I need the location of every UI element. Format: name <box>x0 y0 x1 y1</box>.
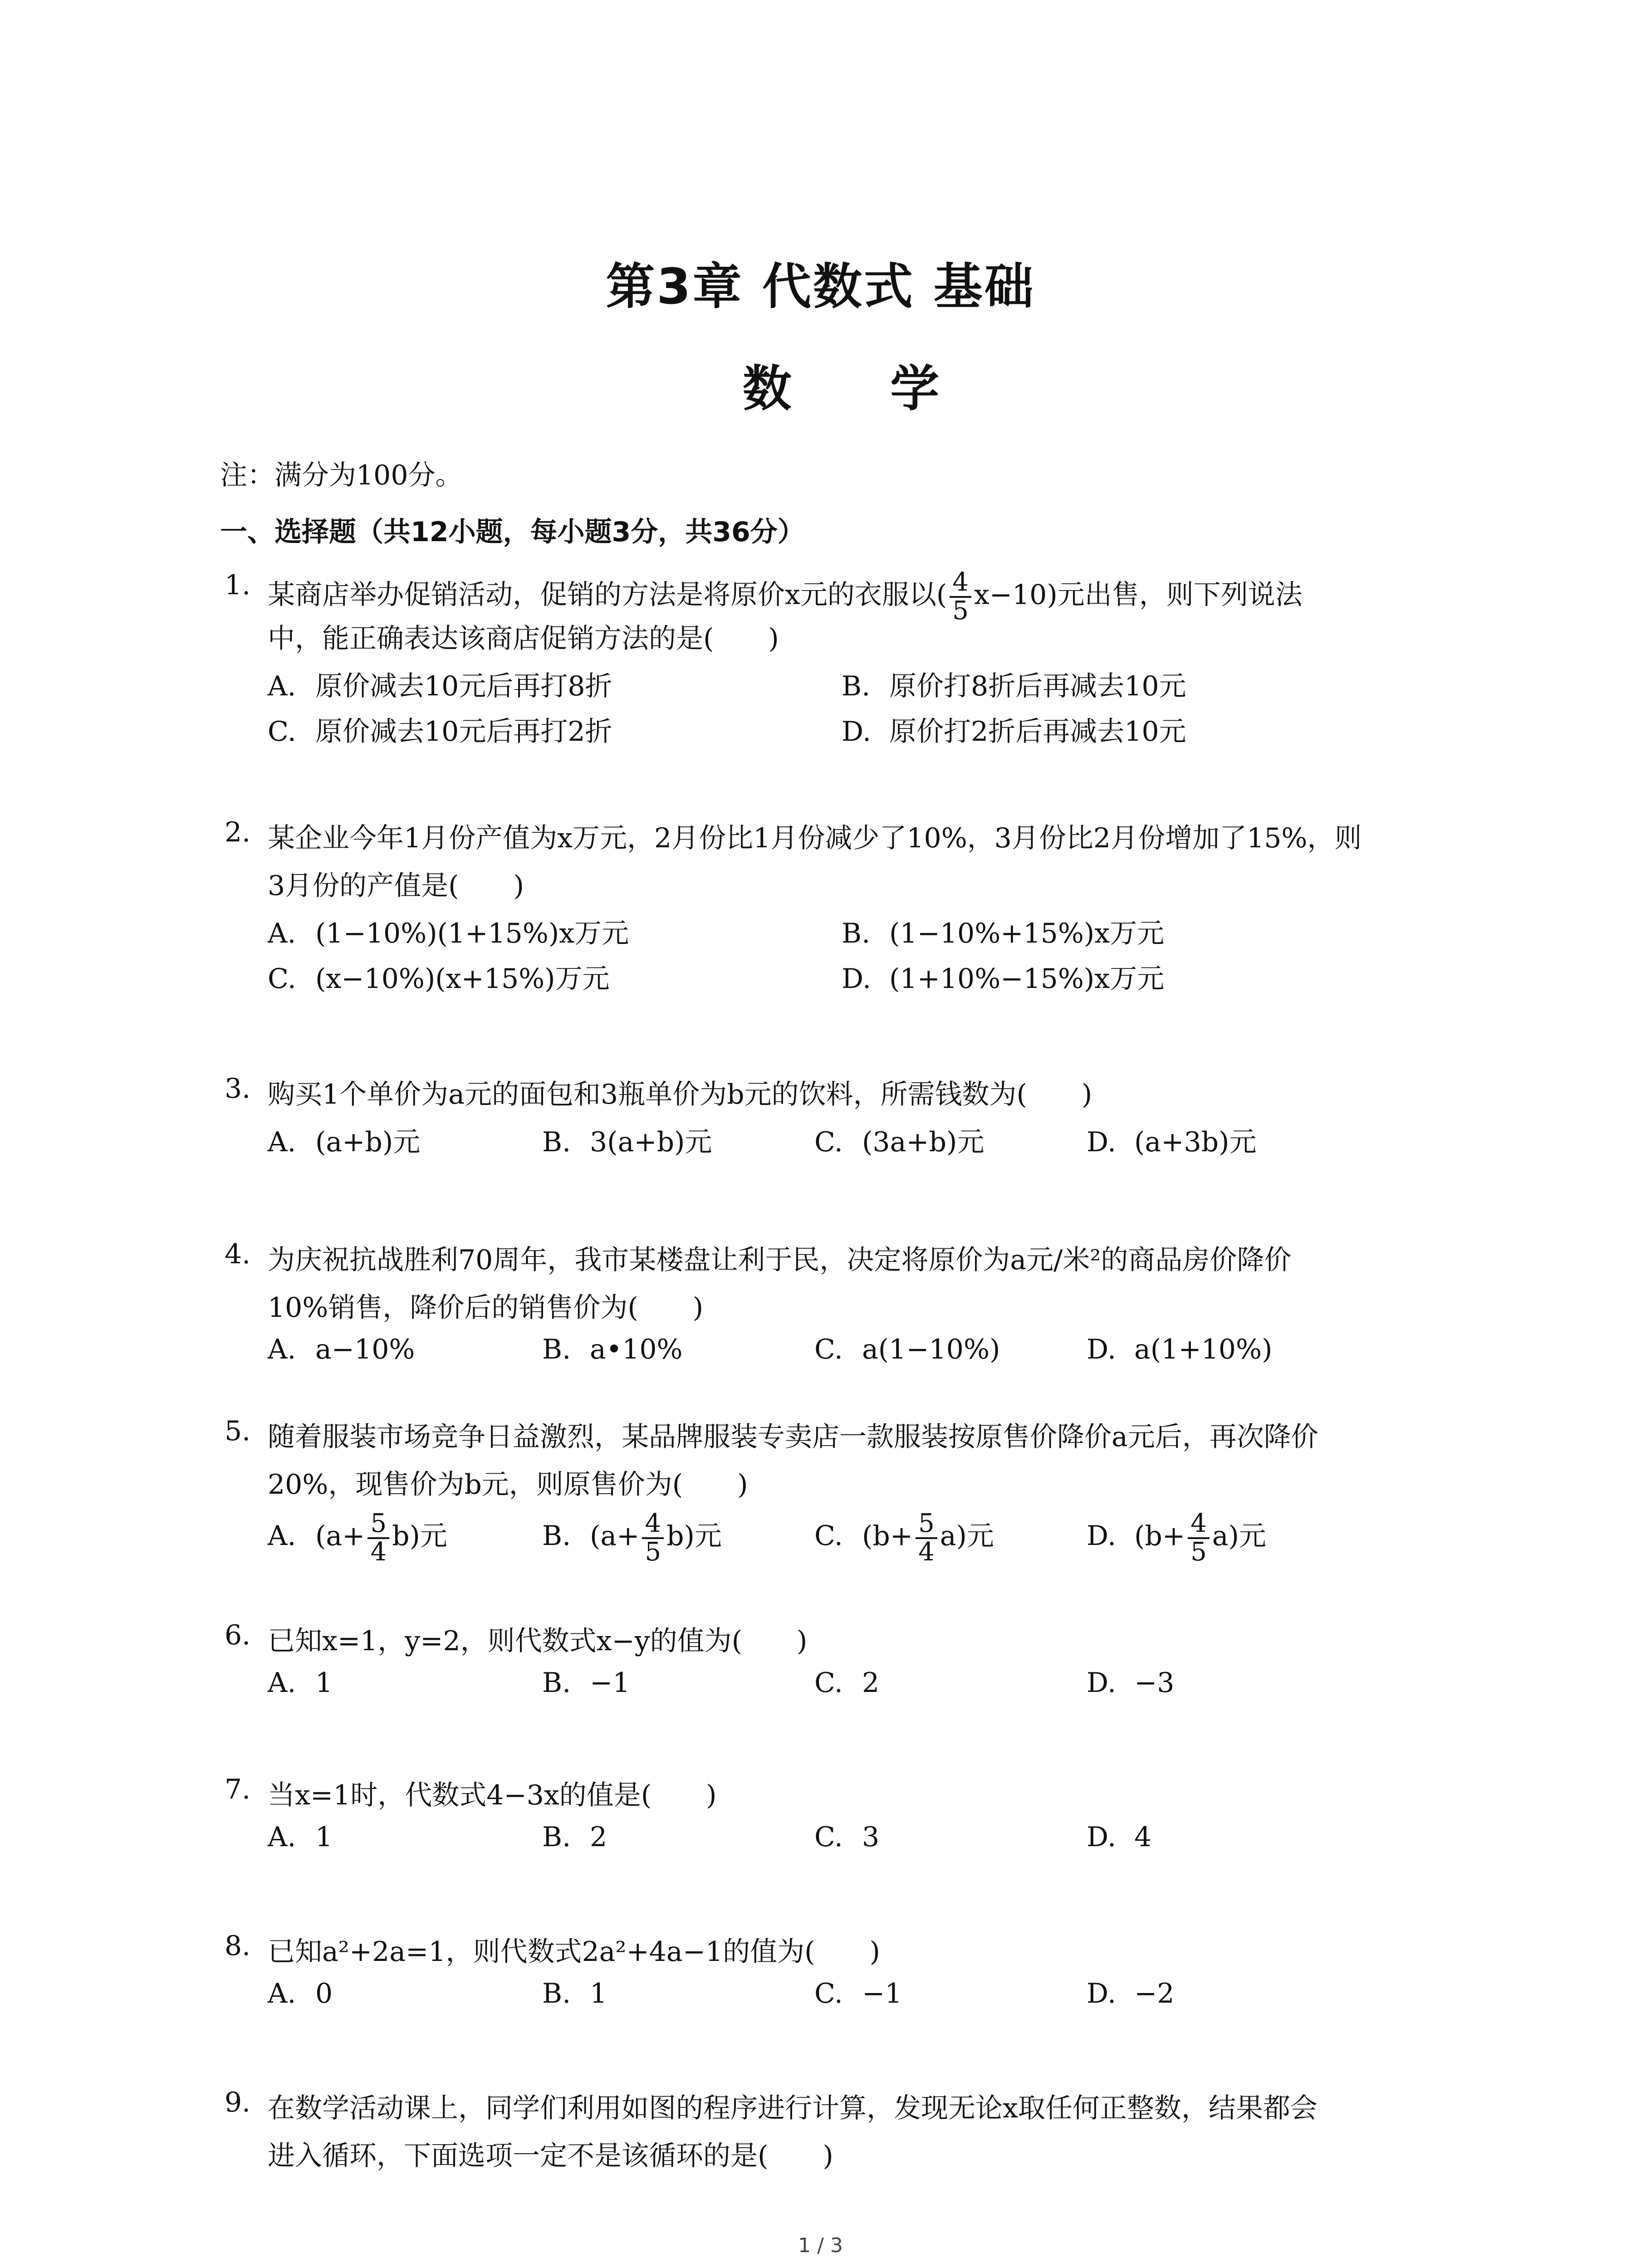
option-text: 4 <box>1134 1821 1152 1853</box>
option-label: A. <box>268 1667 296 1699</box>
option-label: C. <box>814 1126 843 1158</box>
question-stem-line <box>268 569 1303 625</box>
option-label: D. <box>1087 1821 1117 1853</box>
option-text-post: a)元 <box>940 1520 994 1552</box>
answer-option[interactable] <box>268 710 612 749</box>
page-number: 1 / 3 <box>798 2234 843 2257</box>
question-number: 7. <box>225 1774 251 1805</box>
question-stem-line <box>268 1238 1291 1277</box>
answer-option[interactable] <box>542 1821 607 1853</box>
answer-option[interactable] <box>268 1667 333 1699</box>
option-label: A. <box>268 1126 296 1158</box>
question-stem-text: 10%销售，降价后的销售价为( ) <box>268 1292 704 1324</box>
answer-option[interactable] <box>814 1978 902 2009</box>
option-label: D. <box>842 963 872 995</box>
option-text-post: b)元 <box>666 1520 722 1552</box>
option-text: 1 <box>590 1978 607 2009</box>
question-stem-text: 在数学活动课上，同学们利用如图的程序进行计算，发现无论x取任何正整数，结果都会 <box>268 2092 1318 2124</box>
question-stem-text: 已知x=1，y=2，则代数式x−y的值为( ) <box>268 1625 808 1657</box>
answer-option[interactable] <box>814 1334 1000 1365</box>
fraction <box>642 1510 664 1566</box>
option-label: B. <box>542 1667 571 1699</box>
answer-option[interactable] <box>814 1821 879 1853</box>
question-stem-line <box>268 816 1362 855</box>
option-text: (b+ <box>1134 1520 1185 1552</box>
answer-option[interactable] <box>842 665 1186 704</box>
question-stem-line <box>268 1073 1092 1112</box>
question-stem-line <box>268 1286 703 1325</box>
option-text: 原价减去10元后再打2折 <box>315 716 612 748</box>
option-text: (a+ <box>315 1520 365 1552</box>
fraction-denominator: 4 <box>370 1537 387 1567</box>
fraction <box>916 1510 937 1566</box>
option-label: D. <box>1087 1520 1117 1552</box>
question-stem-text: 某企业今年1月份产值为x万元，2月份比1月份减少了10%，3月份比2月份增加了15%，则 <box>268 822 1362 854</box>
question-stem-line <box>268 2134 833 2173</box>
option-label: D. <box>1087 1978 1117 2009</box>
option-label: B. <box>542 1126 571 1158</box>
page-title: 第3章 代数式 基础 <box>606 259 1035 315</box>
answer-option[interactable] <box>542 1510 722 1566</box>
option-text: 1 <box>315 1821 333 1853</box>
option-text: (1−10%+15%)x万元 <box>889 918 1165 949</box>
option-label: A. <box>268 1978 296 2009</box>
option-text: 原价打8折后再减去10元 <box>889 670 1186 702</box>
answer-option[interactable] <box>268 1821 333 1853</box>
score-note: 注：满分为100分。 <box>220 459 463 491</box>
answer-option[interactable] <box>842 957 1164 996</box>
option-text: a•10% <box>590 1334 683 1365</box>
option-text-post: a)元 <box>1212 1520 1266 1552</box>
answer-option[interactable] <box>542 1120 712 1159</box>
question-stem-line <box>268 1463 748 1502</box>
answer-option[interactable] <box>842 912 1164 951</box>
answer-option[interactable] <box>542 1667 630 1699</box>
option-label: A. <box>268 918 296 949</box>
option-label: D. <box>842 716 872 748</box>
answer-option[interactable] <box>1087 1978 1174 2009</box>
option-label: C. <box>814 1334 843 1365</box>
question-stem-text: 已知a²+2a=1，则代数式2a²+4a−1的值为( ) <box>268 1936 880 1968</box>
option-label: C. <box>268 716 296 748</box>
question-stem-line <box>268 864 524 903</box>
fraction-numerator: 5 <box>916 1510 937 1539</box>
answer-option[interactable] <box>814 1667 879 1699</box>
option-text: (a+b)元 <box>315 1126 421 1158</box>
question-stem-line <box>268 2087 1318 2126</box>
option-label: C. <box>268 963 296 995</box>
fraction-numerator: 5 <box>367 1510 389 1539</box>
option-label: A. <box>268 1334 296 1365</box>
option-text: 0 <box>315 1978 333 2009</box>
answer-option[interactable] <box>268 1334 415 1365</box>
option-label: B. <box>542 1334 571 1365</box>
page-subtitle: 数 学 <box>742 361 980 417</box>
fraction <box>367 1510 389 1566</box>
answer-option[interactable] <box>268 957 610 996</box>
option-text: −2 <box>1134 1978 1175 2009</box>
question-stem-text: 随着服装市场竞争日益激烈，某品牌服装专卖店一款服装按原售价降价a元后，再次降价 <box>268 1421 1318 1453</box>
option-label: C. <box>814 1520 843 1552</box>
option-text: 3 <box>862 1821 880 1853</box>
question-number: 2. <box>225 816 251 848</box>
option-text: (b+ <box>862 1520 913 1552</box>
fraction-denominator: 5 <box>1190 1537 1207 1567</box>
option-text: (a+ <box>590 1520 640 1552</box>
option-text: 2 <box>862 1667 880 1699</box>
option-text: −3 <box>1134 1667 1175 1699</box>
option-label: A. <box>268 1520 296 1552</box>
option-label: C. <box>814 1978 843 2009</box>
fraction <box>1188 1510 1210 1566</box>
answer-option[interactable] <box>1087 1821 1151 1853</box>
option-label: A. <box>268 1821 296 1853</box>
question-number: 3. <box>225 1073 251 1105</box>
question-number: 6. <box>225 1619 251 1651</box>
question-number: 4. <box>225 1238 251 1270</box>
option-label: A. <box>268 670 296 702</box>
question-stem-text: 购买1个单价为a元的面包和3瓶单价为b元的饮料，所需钱数为( ) <box>268 1079 1092 1110</box>
question-number: 9. <box>225 2087 251 2118</box>
option-text: a(1−10%) <box>862 1334 1000 1365</box>
question-stem-line <box>268 1774 717 1813</box>
question-stem-text: 20%，现售价为b元，则原售价为( ) <box>268 1469 748 1501</box>
fraction-numerator: 4 <box>950 569 971 598</box>
option-text: (3a+b)元 <box>862 1126 985 1158</box>
question-stem-text-post: x−10)元出售，则下列说法 <box>974 579 1303 611</box>
answer-option[interactable] <box>268 1510 447 1566</box>
option-text: 原价打2折后再减去10元 <box>889 716 1186 748</box>
question-stem-line <box>268 1930 880 1969</box>
option-text: (x−10%)(x+15%)万元 <box>315 963 610 995</box>
fraction-numerator: 4 <box>1188 1510 1210 1539</box>
option-text: (1−10%)(1+15%)x万元 <box>315 918 629 949</box>
option-label: B. <box>542 1978 571 2009</box>
option-label: B. <box>842 918 871 949</box>
option-label: C. <box>814 1667 843 1699</box>
answer-option[interactable] <box>268 1120 420 1159</box>
option-text: 原价减去10元后再打8折 <box>315 670 612 702</box>
answer-option[interactable] <box>1087 1667 1174 1699</box>
answer-option[interactable] <box>1087 1510 1266 1566</box>
answer-option[interactable] <box>1087 1334 1272 1365</box>
option-label: B. <box>842 670 871 702</box>
fraction <box>950 569 971 625</box>
option-text: −1 <box>590 1667 630 1699</box>
option-text: 2 <box>590 1821 607 1853</box>
question-stem-line <box>268 617 779 656</box>
option-text: 3(a+b)元 <box>590 1126 712 1158</box>
option-text: (a+3b)元 <box>1134 1126 1257 1158</box>
fraction-denominator: 4 <box>918 1537 935 1567</box>
answer-option[interactable] <box>814 1120 984 1159</box>
option-label: D. <box>1087 1334 1117 1365</box>
question-number: 5. <box>225 1415 251 1447</box>
option-label: D. <box>1087 1667 1117 1699</box>
question-stem-line <box>268 1619 807 1658</box>
question-stem-text: 3月份的产值是( ) <box>268 870 524 902</box>
fraction-denominator: 5 <box>645 1537 661 1567</box>
question-stem-text: 当x=1时，代数式4−3x的值是( ) <box>268 1779 717 1811</box>
option-text: −1 <box>862 1978 902 2009</box>
fraction-denominator: 5 <box>952 596 969 626</box>
option-label: B. <box>542 1520 571 1552</box>
question-stem-text: 某商店举办促销活动，促销的方法是将原价x元的衣服以( <box>268 579 947 611</box>
answer-option[interactable] <box>1087 1120 1256 1159</box>
option-text: a(1+10%) <box>1134 1334 1273 1365</box>
option-text-post: b)元 <box>392 1520 447 1552</box>
answer-option[interactable] <box>268 912 629 951</box>
answer-option[interactable] <box>268 665 612 704</box>
question-stem-text: 中，能正确表达该商店促销方法的是( ) <box>268 623 779 655</box>
question-number: 8. <box>225 1930 251 1962</box>
answer-option[interactable] <box>542 1334 683 1365</box>
question-stem-text: 进入循环，下面选项一定不是该循环的是( ) <box>268 2140 833 2172</box>
option-text: (1+10%−15%)x万元 <box>889 963 1165 995</box>
option-text: 1 <box>315 1667 333 1699</box>
option-label: C. <box>814 1821 843 1853</box>
section-heading: 一、选择题（共12小题，每小题3分，共36分） <box>220 516 805 548</box>
fraction-numerator: 4 <box>642 1510 664 1539</box>
question-stem-line <box>268 1415 1318 1454</box>
answer-option[interactable] <box>814 1510 994 1566</box>
answer-option[interactable] <box>842 710 1186 749</box>
question-stem-text: 为庆祝抗战胜利70周年，我市某楼盘让利于民，决定将原价为a元/米²的商品房价降价 <box>268 1244 1292 1276</box>
option-label: D. <box>1087 1126 1117 1158</box>
answer-option[interactable] <box>268 1978 333 2009</box>
question-number: 1. <box>225 569 251 601</box>
option-text: a−10% <box>315 1334 415 1365</box>
option-label: B. <box>542 1821 571 1853</box>
answer-option[interactable] <box>542 1978 607 2009</box>
